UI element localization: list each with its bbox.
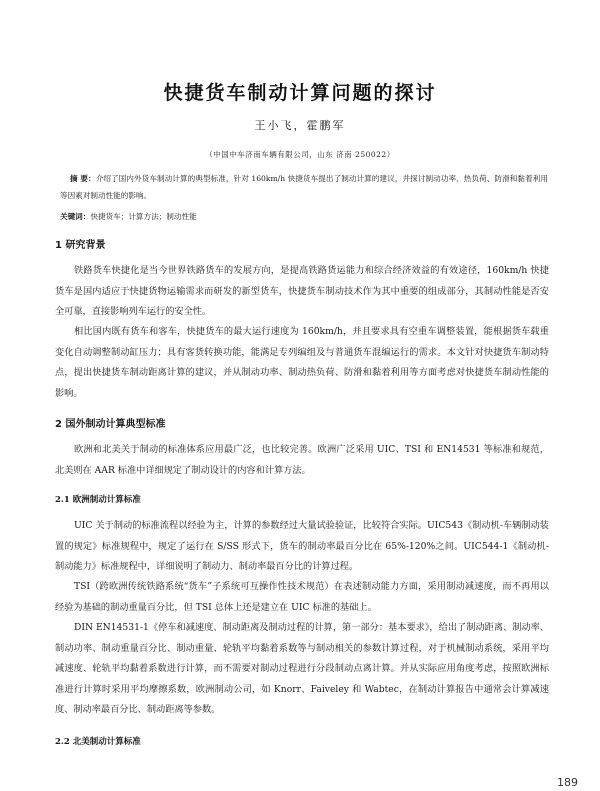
abstract-text: 介绍了国内外货车制动计算的典型标准，针对 160km/h 快捷货车提出了制动计算的建议，并探讨制动功率、热负荷、防滑和黏着利用等因素对制动性能的影响。 xyxy=(60,174,548,200)
authors: 王小飞，霍鹏军 xyxy=(254,119,346,132)
section2-paragraph-1: 欧洲和北美关于制动的标准体系应用最广泛，也比较完善。欧洲广泛采用 UIC、TSI 和 EN14531 等标准和规范，北美则在 AAR 标准中详细规定了制动设计的内容和计算方法。 xyxy=(55,444,549,476)
keywords xyxy=(60,210,548,224)
section21-paragraph-1: UIC 关于制动的标准流程以经验为主，计算的参数经过大量试验验证，比较符合实际。UIC543《制动机-车辆制动装置的规定》标准规程中，规定了运行在 S/SS 形式下，货车的制动率最百分比在 65%-120%之间。UIC544-1《制动机-制动能力》标准规程中，详细说明了制动力、制动率最百分比的计算过程。 xyxy=(55,520,549,572)
section-heading-2-1: 2.1 欧洲制动计算标准 xyxy=(55,495,141,505)
abstract xyxy=(60,170,548,204)
section-heading-2: 2 国外制动计算典型标准 xyxy=(55,419,166,430)
section-heading-1: 1 研究背景 xyxy=(55,240,106,251)
section1-paragraph-2: 相比国内既有货车和客车，快捷货车的最大运行速度为 160km/h，并且要求具有空重车调整装置，能根据货车载重变化自动调整制动缸压力；具有客货转换功能，能满足专列编组及与普通货车混编运行的需求。本文针对快捷货车制动特点，提出快捷货车制动距离计算的建议，并从制动功率、制动热负荷、防滑和黏着利用等方面考虑对快捷货车制动性能的影响。 xyxy=(55,326,549,399)
abstract-label: 摘 要： xyxy=(70,174,96,183)
paper-title: 快捷货车制动计算问题的探讨 xyxy=(163,82,437,104)
affiliation: （中国中车济南车辆有限公司，山东 济南 250022） xyxy=(205,150,395,159)
section-heading-2-2: 2.2 北美制动计算标准 xyxy=(55,737,141,747)
keywords-text: 快捷货车；计算方法；制动性能 xyxy=(90,212,197,221)
section21-paragraph-2: TSI（跨欧洲传统铁路系统“货车”子系统可互操作性技术规范）在表述制动能力方面，采用制动减速度，而不再用以经验为基础的制动重量百分比，但 TSI 总体上还是建立在 UIC 标准的基础上。 xyxy=(55,581,549,613)
keywords-label: 关键词： xyxy=(60,212,91,221)
page-number: 189 xyxy=(557,776,578,789)
section1-paragraph-1: 铁路货车快捷化是当今世界铁路货车的发展方向，是提高铁路货运能力和综合经济效益的有效途径，160km/h 快捷货车是国内适应于快捷货物运输需求而研发的新型货车，快捷货车制动技术作为其中重要的组成部分，其制动性能是否安全可靠，直接影响列车运行的安全性。 xyxy=(55,265,549,317)
section21-paragraph-3: DIN EN14531-1《停车和减速度、制动距离及制动过程的计算，第一部分：基本要求》，给出了制动距离、制动率、制动功率、制动重量百分比、制动重量、轮轨平均黏着系数等与制动相关的参数计算过程，对于机械制动系统，采用平均减速度、轮轨平均黏着系数进行计算，而不需要对制动过程进行分段制动点离计算。并从实际应用角度考虑，按照欧洲标准进行计算时采用平均摩擦系数，欧洲制动公司，如 Knorr、Faiveley 和 Wabtec，在制动计算报告中通常会计算减速度、制动率最百分比、制动距离等参数。 xyxy=(55,622,549,715)
